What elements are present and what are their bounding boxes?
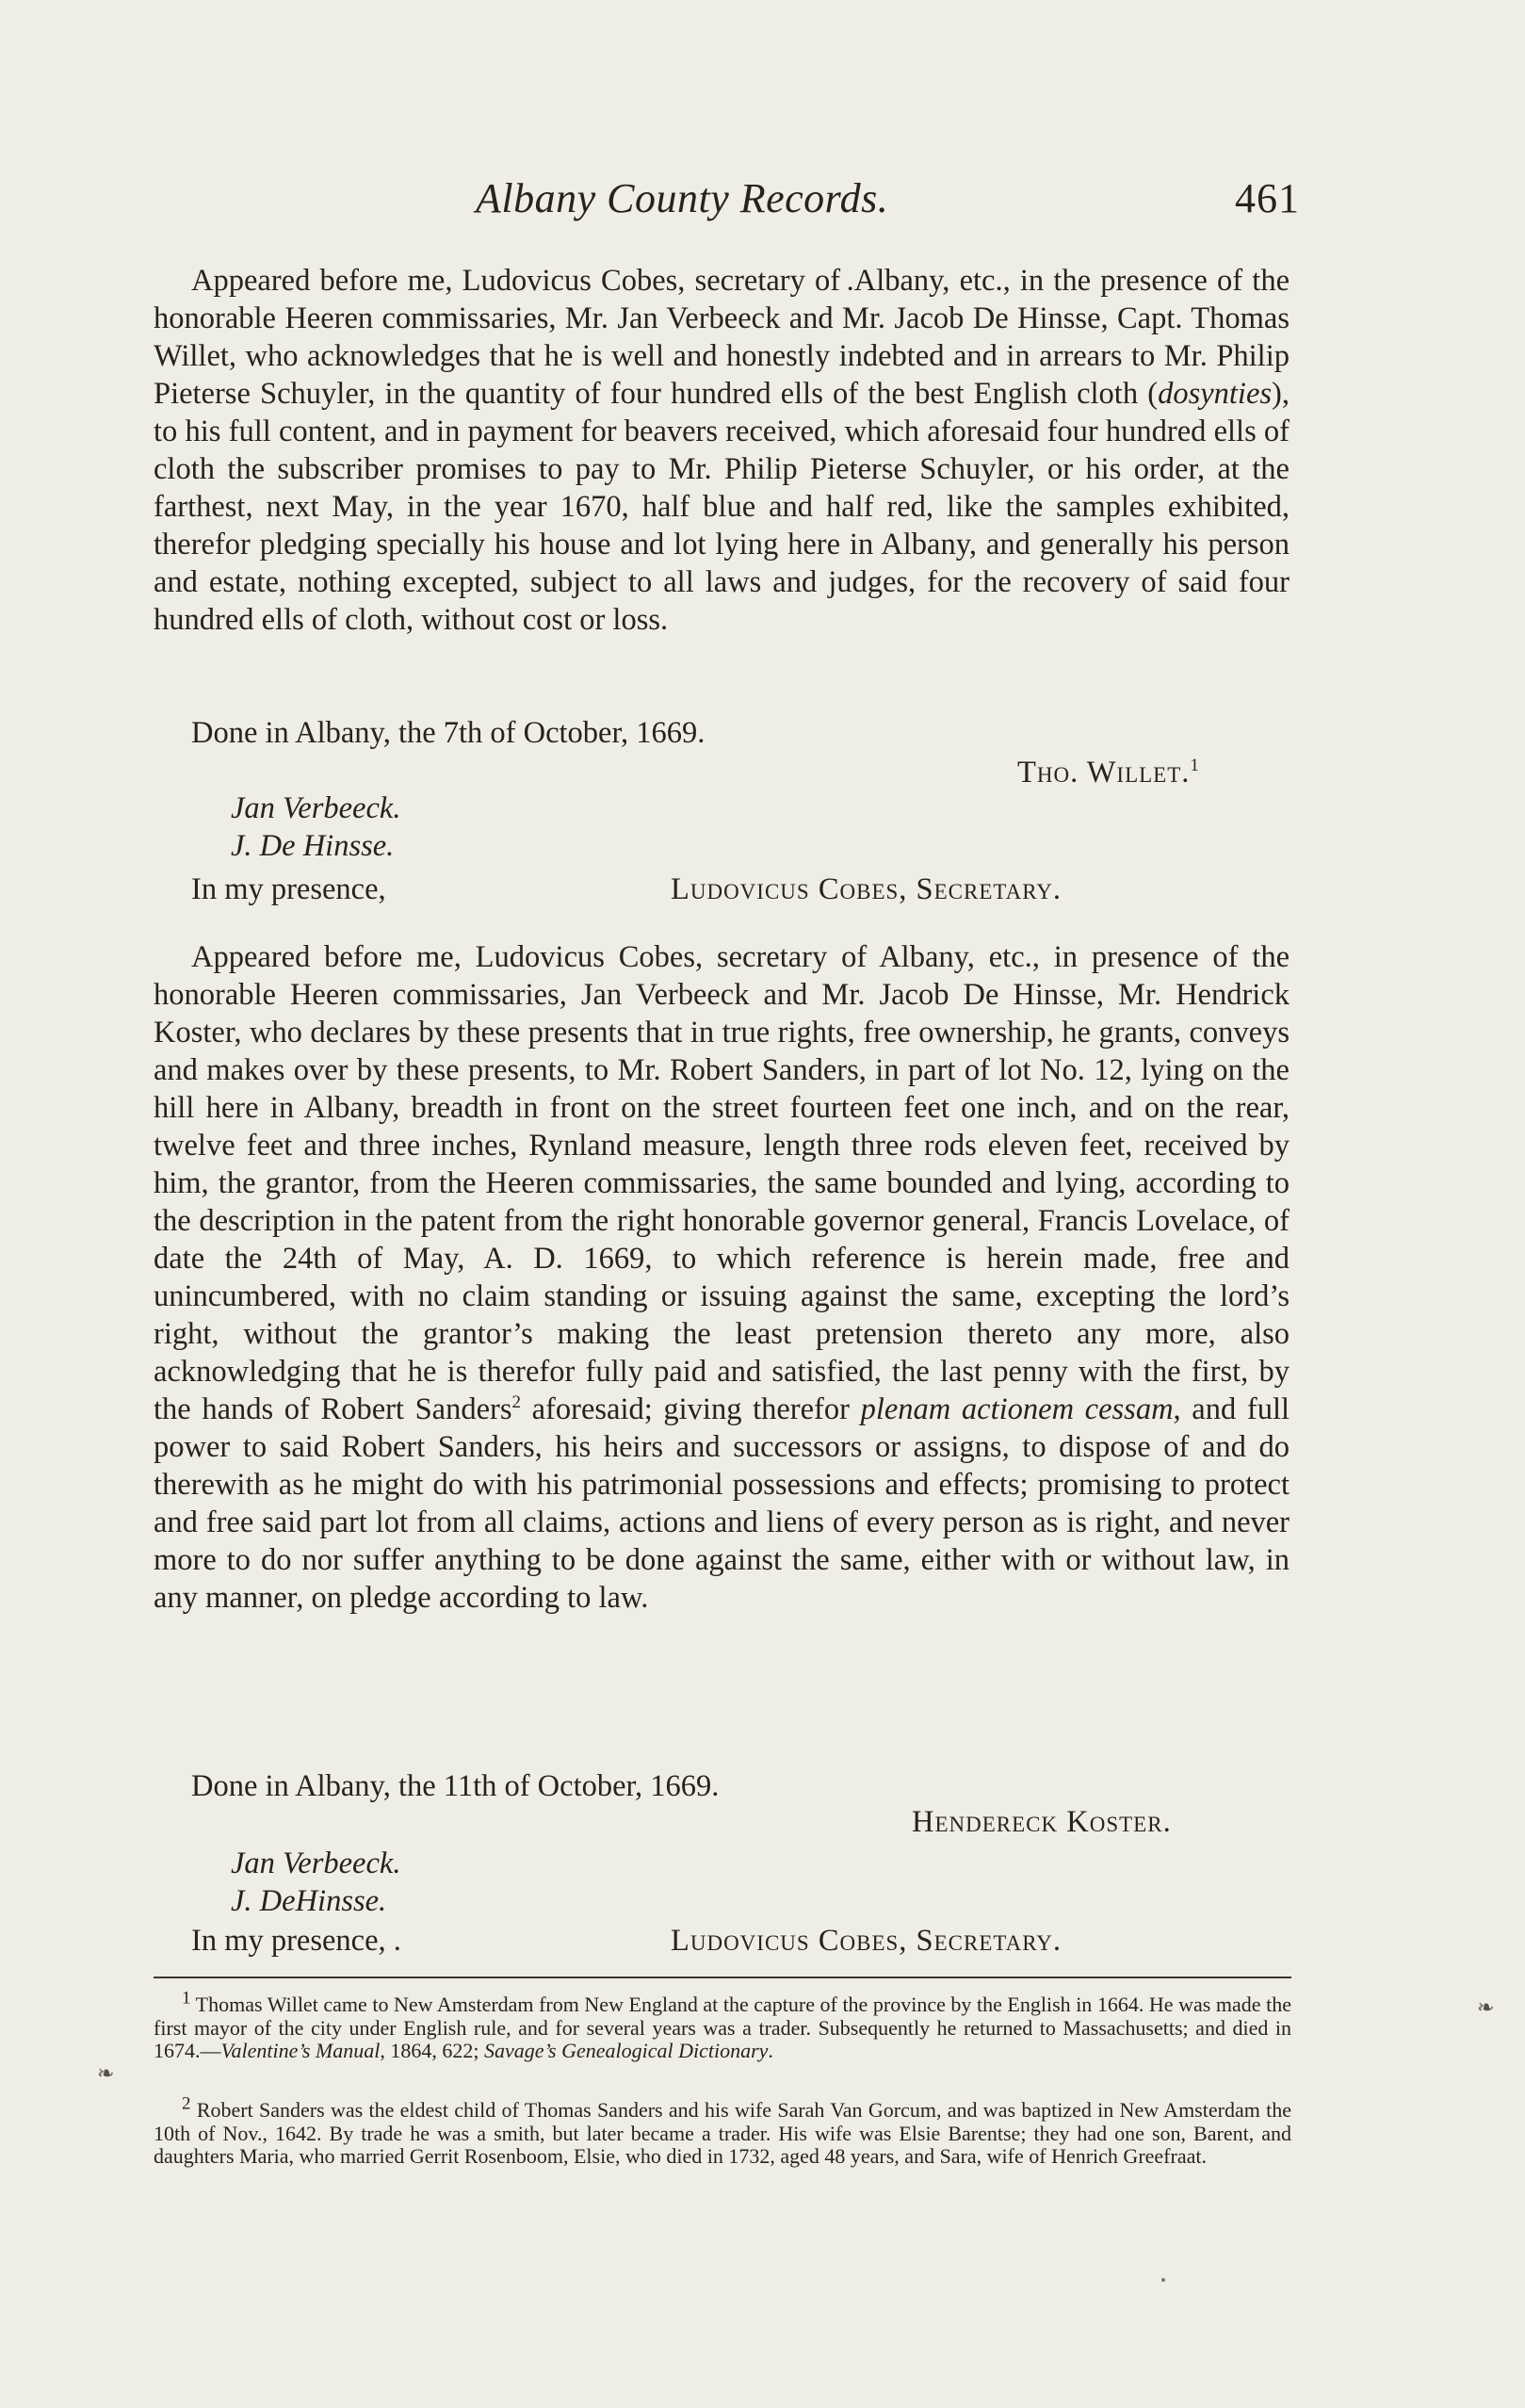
footnote-divider xyxy=(154,1977,1291,1978)
footnote-1-number: 1 xyxy=(182,1988,191,2009)
footnote-2 xyxy=(154,2093,1292,2169)
entry2-paragraph xyxy=(154,938,1290,1617)
entry1-signer: Tho. Willet. xyxy=(1017,756,1191,789)
entry2-secretary: Ludovicus Cobes, Secretary. xyxy=(671,1924,1063,1958)
entry1-done-date: Done in Albany, the 7th of October, 1669. xyxy=(191,716,706,750)
page-number: 461 xyxy=(1235,175,1300,221)
footnote-ref-2: 2 xyxy=(511,1392,521,1413)
entry1-text-a: Appeared before me, Ludovicus Cobes, secretary of .Albany, etc., in the presence of the honorable Heeren commissaries, Mr. Jan Verbeeck and Mr. Jacob De Hinsse, Capt. Thomas Willet, who acknowledges that he is well and honestly indebted and in arrears to Mr. Philip Pieterse Schuyler, in the quantity of four hundred ells of the best English cloth ( xyxy=(154,264,1290,411)
footnote-2-number: 2 xyxy=(182,2093,191,2114)
entry1-signer-line xyxy=(1017,754,1200,791)
footnote-ref-1: 1 xyxy=(1190,756,1200,776)
entry2-signer: Hendereck Koster. xyxy=(912,1805,1172,1839)
entry2-text-c: , and full power to said Robert Sanders, his heirs and successors or assigns, to dispose of and do therewith as he might do with his patrimonial possessions and effects; promising to protect and free said part lot from all claims, actions and liens of every person as is right, and never more to do nor suffer anything to be done against the same, either with or without law, in any manner, on pledge according to law. xyxy=(154,1392,1290,1615)
margin-mark-left: ❧ xyxy=(97,2061,115,2085)
entry1-paragraph xyxy=(154,262,1290,639)
footnote-2-text xyxy=(154,2093,1292,2169)
footnote-1-text xyxy=(154,1988,1291,2063)
entry1-body xyxy=(154,262,1290,639)
paper-speck xyxy=(1161,2278,1165,2282)
entry1-text-b: ), to his full content, and in payment for beavers received, which aforesaid four hundred ells of cloth the subscriber promises to pay to Mr. Philip Pieterse Schuyler, or his order, at the farthest, next May, in the year 1670, half blue and half red, like the samples exhibited, therefor pledging specially his house and lot lying here in Albany, and generally his person and estate, nothing excepted, subject to all laws and judges, for the recovery of said four hundred ells of cloth, without cost or loss. xyxy=(154,377,1290,637)
footnote-1 xyxy=(154,1988,1291,2063)
entry1-witness-2: J. De Hinsse. xyxy=(231,829,395,863)
footnote-1-source-1: Valentine’s Manual xyxy=(220,2039,381,2062)
footnote-2-body: Robert Sanders was the eldest child of Thomas Sanders and his wife Sarah Van Gorcum, and was baptized in New Amsterdam the 10th of Nov., 1642. By trade he was a smith, but later became a trader. His wife was Elsie Barentse; they had one son, Barent, and daughters Maria, who married Gerrit Rosenboom, Elsie, who died in 1732, aged 48 years, and Sara, wife of Henrich Greefraat. xyxy=(154,2098,1292,2168)
entry2-done-date: Done in Albany, the 11th of October, 1669. xyxy=(191,1769,720,1803)
entry1-italic-term: dosynties xyxy=(1158,377,1273,411)
entry2-body xyxy=(154,938,1290,1617)
footnote-1-end: . xyxy=(768,2039,773,2062)
entry2-text-b: aforesaid; giving therefor xyxy=(521,1392,861,1426)
entry2-text-a: Appeared before me, Ludovicus Cobes, secretary of Albany, etc., in presence of the honorable Heeren commissaries, Jan Verbeeck and Mr. Jacob De Hinsse, Mr. Hendrick Koster, who declares by these presents that in true rights, free ownership, he grants, conveys and makes over by these presents, to Mr. Robert Sanders, in part of lot No. 12, lying on the hill here in Albany, breadth in front on the street fourteen feet one inch, and on the rear, twelve feet and three inches, Rynland measure, length three rods eleven feet, received by him, the grantor, from the Heeren commissaries, the same bounded and lying, according to the description in the patent from the right honorable governor general, Francis Lovelace, of date the 24th of May, A. D. 1669, to which reference is herein made, free and unincumbered, with no claim standing or issuing against the same, excepting the lord’s right, without the grantor’s making the least pretension thereto any more, also acknowledging that he is therefor fully paid and satisfied, the last penny with the first, by the hands of Robert Sanders xyxy=(154,940,1290,1426)
margin-mark-right: ❧ xyxy=(1477,1995,1495,2019)
entry2-latin-phrase: plenam actionem cessam xyxy=(860,1392,1174,1426)
entry2-witness-2: J. DeHinsse. xyxy=(231,1884,387,1918)
entry1-witness-1: Jan Verbeeck. xyxy=(231,791,401,825)
entry1-presence: In my presence, xyxy=(191,872,386,906)
running-title: Albany County Records. xyxy=(476,175,889,221)
footnote-1-body: Thomas Willet came to New Amsterdam from New England at the capture of the province by the English in 1664. He was made the first mayor of the city under English rule, and for several years was a trader. Subsequently he returned to Massachusetts; and died in 1674.— xyxy=(154,1993,1291,2062)
footnote-1-source-2: Savage’s Genealogical Dictionary xyxy=(483,2039,769,2062)
footnote-1-source-detail: , 1864, 622; xyxy=(380,2039,484,2062)
entry2-witness-1: Jan Verbeeck. xyxy=(231,1847,401,1880)
entry1-secretary: Ludovicus Cobes, Secretary. xyxy=(671,872,1063,906)
page-header xyxy=(476,174,1300,231)
entry2-presence: In my presence, . xyxy=(191,1924,401,1958)
